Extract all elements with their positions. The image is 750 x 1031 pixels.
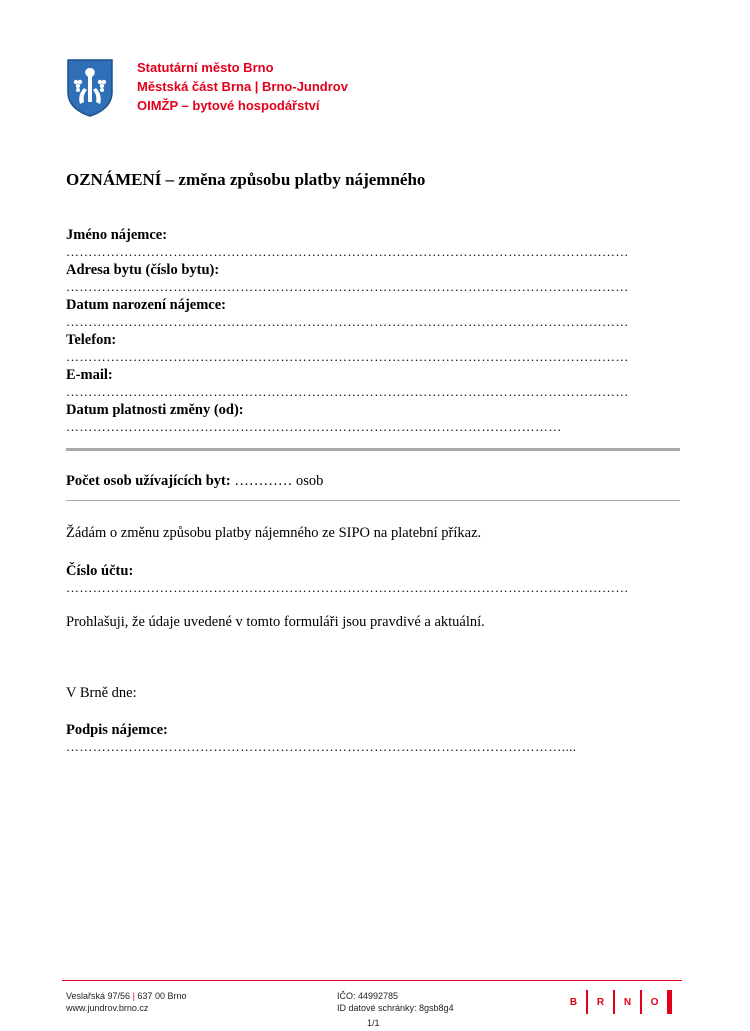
footer-city: 637 00 Brno bbox=[137, 991, 187, 1001]
persons-count-blank: ………… bbox=[234, 473, 293, 489]
field-phone[interactable] bbox=[66, 331, 678, 366]
persons-count-unit: osob bbox=[295, 473, 324, 489]
field-change-valid-from[interactable] bbox=[66, 401, 678, 436]
org-line-department: OIMŽP – bytové hospodářství bbox=[137, 98, 320, 113]
signature-fill-line: ………………………………………………………………………………………………….... bbox=[66, 739, 577, 754]
section-divider-thin bbox=[66, 500, 680, 501]
field-tenant-name[interactable] bbox=[66, 226, 678, 261]
brno-logo-letter: N bbox=[623, 996, 632, 1008]
footer-data-box-id: ID datové schránky: 8gsb8g4 bbox=[337, 1003, 454, 1013]
form-title: OZNÁMENÍ – změna způsobu platby nájemného bbox=[66, 170, 426, 189]
footer-address bbox=[66, 990, 186, 1014]
page-number: 1/1 bbox=[367, 1018, 380, 1028]
field-label: Podpis nájemce: bbox=[66, 722, 168, 738]
field-label: Jméno nájemce: bbox=[66, 227, 168, 243]
field-fill-line: ……………………………………………………………………………………………………………… bbox=[66, 384, 629, 399]
brno-logo-letter: R bbox=[596, 996, 605, 1008]
field-fill-line: ……………………………………………………………………………………………………………… bbox=[66, 580, 629, 595]
brno-jundrov-coat-of-arms-icon bbox=[66, 58, 114, 118]
field-label: Datum narození nájemce: bbox=[66, 297, 227, 313]
field-fill-line: ……………………………………………………………………………………………………………… bbox=[66, 279, 629, 294]
field-flat-address[interactable] bbox=[66, 261, 678, 296]
field-label: Číslo účtu: bbox=[66, 563, 134, 579]
tenant-fields bbox=[66, 226, 678, 436]
footer-ico: IČO: 44992785 bbox=[337, 991, 399, 1001]
field-fill-line: ……………………………………………………………………………………………………………… bbox=[66, 314, 629, 329]
field-signature[interactable] bbox=[66, 721, 678, 754]
field-account-number[interactable] bbox=[66, 562, 678, 595]
field-fill-line: ……………………………………………………………………………………………………………… bbox=[66, 244, 629, 259]
field-fill-line: ………………………………………………………………………………………………… bbox=[66, 419, 562, 434]
declaration-statement: Prohlašuji, že údaje uvedené v tomto formuláři jsou pravdivé a aktuální. bbox=[66, 614, 485, 630]
field-label: E-mail: bbox=[66, 367, 113, 383]
org-line-city: Statutární město Brno bbox=[137, 60, 274, 75]
field-label: Telefon: bbox=[66, 332, 117, 348]
brno-logo-letter: B bbox=[569, 996, 578, 1008]
brno-logo-bar bbox=[667, 990, 672, 1014]
field-email[interactable] bbox=[66, 366, 678, 401]
footer-website[interactable]: www.jundrov.brno.cz bbox=[66, 1003, 149, 1013]
field-fill-line: ……………………………………………………………………………………………………………… bbox=[66, 349, 629, 364]
footer-street: Veslařská 97/56 bbox=[66, 991, 131, 1001]
brno-logo bbox=[567, 988, 672, 1016]
persons-count-label: Počet osob užívajících byt: bbox=[66, 473, 231, 489]
letterhead bbox=[66, 56, 686, 120]
place-date-label[interactable]: V Brně dne: bbox=[66, 685, 137, 701]
brno-logo-bar bbox=[586, 990, 588, 1014]
footer-ids bbox=[337, 990, 454, 1014]
field-label: Adresa bytu (číslo bytu): bbox=[66, 262, 220, 278]
footer-divider bbox=[62, 980, 682, 981]
brno-logo-letter: O bbox=[650, 996, 659, 1008]
organization-name bbox=[137, 58, 348, 115]
persons-count-line[interactable] bbox=[66, 472, 323, 490]
footer-address-line bbox=[66, 990, 186, 1002]
section-divider-thick bbox=[66, 448, 680, 451]
org-line-district: Městská část Brna | Brno-Jundrov bbox=[137, 79, 348, 94]
field-birth-date[interactable] bbox=[66, 296, 678, 331]
footer-separator: | bbox=[132, 991, 135, 1001]
field-label: Datum platnosti změny (od): bbox=[66, 402, 244, 418]
brno-logo-bar bbox=[640, 990, 642, 1014]
request-statement: Žádám o změnu způsobu platby nájemného ze SIPO na platební příkaz. bbox=[66, 525, 482, 541]
brno-logo-bar bbox=[613, 990, 615, 1014]
